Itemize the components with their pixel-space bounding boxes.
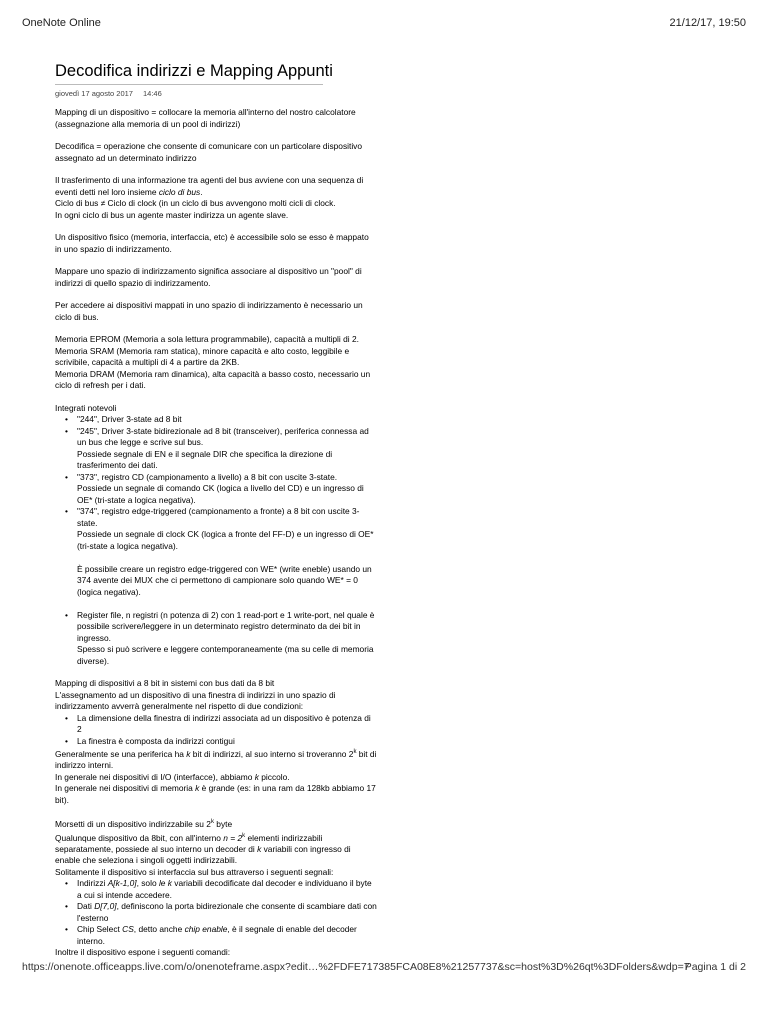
list-item (77, 414, 377, 426)
paragraph: Solitamente il dispositivo si interfaccia sul bus attraverso i seguenti segnali: (55, 866, 334, 877)
list-item-text: Possiede un segnale di clock CK (logica a fronte del FF-D) e un ingresso di OE* (tri-state a logica negativa). (77, 529, 374, 551)
paragraph: In ogni ciclo di bus un agente master indirizza un agente slave. (55, 209, 289, 220)
paragraph: Il trasferimento di una informazione tra agenti del bus avviene con una sequenza di eventi detti nel loro insieme ciclo di bus. (55, 175, 364, 197)
paragraph: Inoltre il dispositivo espone i seguenti comandi: (55, 947, 231, 958)
paragraph: Un dispositivo fisico (memoria, interfaccia, etc) è accessibile solo se esso è mappato in uno spazio di indirizzamento. (55, 232, 369, 254)
text: , definiscono la porta bidirezionale che consente di scambiare dati con l'esterno (77, 901, 377, 923)
signals-list (55, 878, 377, 947)
list-item-text: "245", Driver 3-state bidirezionale ad 8 bit (transceiver), periferica connessa ad un bus che legge e scrive sul bus. (77, 425, 369, 447)
integrati-list (55, 414, 377, 667)
italic-text: le k (158, 878, 172, 889)
list-item-text: La finestra è composta da indirizzi contigui (77, 735, 235, 746)
paragraph (55, 772, 377, 784)
math-base: 2 (206, 819, 211, 830)
text: Indirizzi (77, 878, 108, 889)
paragraph: Mappare uno spazio di indirizzamento significa associare al dispositivo un "pool" di indirizzi di quello spazio di indirizzamento. (55, 266, 362, 288)
note-time: 14:46 (142, 89, 162, 98)
paragraph: Memoria DRAM (Memoria ram dinamica), alta capacità a basso costo, necessario un ciclo di refresh per i dati. (55, 368, 371, 390)
italic-text: ciclo di bus (158, 186, 201, 197)
list-item-text: È possibile creare un registro edge-triggered con WE* (write eneble) usando un 374 avente dei MUX che ci permettono di campionare solo quando WE* = 0 (logica negativa). (77, 563, 372, 597)
text: Morsetti di un dispositivo indirizzabile su (55, 819, 207, 830)
print-timestamp: 21/12/17, 19:50 (669, 17, 746, 29)
text: , è il segnale di enable del decoder interno. (77, 924, 357, 946)
text: variabili con ingresso di enable che seleziona i singoli oggetti indirizzabili. (55, 843, 351, 866)
math-base: 2 (348, 748, 354, 759)
section-heading: Mapping di dispositivi a 8 bit in sistemi con bus dati da 8 bit (55, 678, 275, 688)
list-item-text: La dimensione della finestra di indirizzi associata ad un dispositivo è potenza di 2 (77, 712, 371, 734)
paragraph: Memoria EPROM (Memoria a sola lettura programmabile), capacità a multipli di 2. (55, 334, 359, 344)
note-body (55, 107, 377, 959)
paragraph: Memoria SRAM (Memoria ram statica), minore capacità e alto costo, leggibile e scrivibile, capacità a multipli di 4 a partire da 2KB. (55, 345, 350, 367)
text: è grande (es: in una ram da 128kb abbiamo 17 bit). (55, 783, 376, 805)
paragraph (55, 783, 377, 806)
list-item (77, 901, 377, 924)
text: bit di indirizzi, al suo interno si troveranno (190, 748, 349, 759)
list-item (77, 878, 377, 901)
paragraph (55, 747, 377, 772)
text: Chip Select (77, 924, 123, 935)
italic-text: D[7,0] (94, 901, 117, 912)
italic-text: chip enable (184, 924, 228, 935)
note-date-day: giovedì 17 agosto 2017 (55, 89, 133, 98)
list-item (77, 924, 377, 947)
math-exponent: k (353, 749, 357, 755)
math-exponent: k (210, 819, 214, 826)
math-var: k (254, 771, 259, 782)
list-item-text: Register file, n registri (n potenza di 2) con 1 read-port e 1 write-port, nel quale è possibile scrivere/leggere in un determinato registro determinato da dei bit in ingresso. (77, 609, 375, 643)
text: piccolo. (258, 771, 290, 782)
italic-text: CS (122, 924, 134, 935)
list-item-text: "373", registro CD (campionamento a livello) a 8 bit con uscite 3-state. (77, 471, 338, 482)
text: Il trasferimento di una informazione tra agenti del bus avviene con una sequenza di eventi detti nel loro insieme (55, 175, 364, 197)
math-var: k (195, 783, 200, 794)
list-item-text: "374", registro edge-triggered (campionamento a fronte) a 8 bit con uscite 3-state. (77, 506, 360, 528)
page-title: Decodifica indirizzi e Mapping Appunti (55, 62, 323, 85)
math-exponent: k (242, 832, 246, 839)
page-url: https://onenote.officeapps.live.com/o/onenoteframe.aspx?edit…%2FDFE717385FCA08E8%21257737&sc=host%3D%26qt%3DFolders&wdp=7 (22, 961, 690, 973)
text: Generalmente se una periferica ha (55, 748, 187, 759)
text: In generale nei dispositivi di memoria (55, 783, 196, 794)
text: In generale nei dispositivi di I/O (interfacce), abbiamo (55, 771, 255, 782)
text: variabili decodificate dal decoder e individuano il byte a cui si intende accedere. (77, 878, 372, 900)
list-item (77, 736, 377, 748)
italic-text: A[k-1,0] (107, 878, 137, 889)
note-date (55, 89, 162, 98)
paragraph (55, 831, 377, 867)
list-item (77, 426, 377, 472)
list-item (77, 713, 377, 736)
text: , detto anche (133, 924, 185, 935)
list-item-text: Spesso si può scrivere e leggere contemporaneamente (ma su celle di memoria diverse). (77, 644, 374, 666)
paragraph: L'assegnamento ad un dispositivo di una finestra di indirizzi in uno spazio di indirizzamento avverrà generalmente nel rispetto di due condizioni: (55, 689, 336, 711)
section-heading: Integrati notevoli (55, 402, 117, 413)
text: , solo (136, 878, 159, 889)
math-var: k (257, 843, 262, 854)
list-item-text: Possiede segnale di EN e il segnale DIR che specifica la direzione di trasferimento dei dati. (77, 448, 333, 470)
list-item (77, 506, 377, 610)
list-item-text: Possiede un segnale di comando CK (logica a livello del CD) e un ingresso di OE* (tri-state a logica negativa). (77, 483, 364, 505)
text: bit di indirizzo interni. (55, 748, 377, 771)
list-item-text: "244", Driver 3-state ad 8 bit (77, 414, 182, 424)
text: byte (213, 819, 233, 830)
conditions-list (55, 713, 377, 748)
text: elementi indirizzabili separatamente, possiede al suo interno un decoder di (55, 832, 323, 854)
text: Qualunque dispositivo da 8bit, con all'interno (55, 832, 224, 843)
app-name: OneNote Online (22, 17, 101, 29)
paragraph: Decodifica = operazione che consente di comunicare con un particolare dispositivo assegnato ad un determinato indirizzo (55, 141, 363, 163)
section-heading (55, 817, 377, 830)
page-number: Pagina 1 di 2 (684, 961, 746, 973)
paragraph: Per accedere ai dispositivi mappati in uno spazio di indirizzamento è necessario un ciclo di bus. (55, 300, 363, 322)
list-item (77, 610, 377, 668)
text: Dati (77, 901, 95, 912)
paragraph: Mapping di un dispositivo = collocare la memoria all'interno del nostro calcolatore (assegnazione alla memoria di un pool di indirizzi) (55, 107, 356, 129)
paragraph: Ciclo di bus ≠ Ciclo di clock (in un ciclo di bus avvengono molti cicli di clock. (55, 198, 336, 208)
list-item (77, 472, 377, 507)
math-expression: n = 2 (223, 832, 243, 843)
math-var: k (186, 748, 191, 759)
